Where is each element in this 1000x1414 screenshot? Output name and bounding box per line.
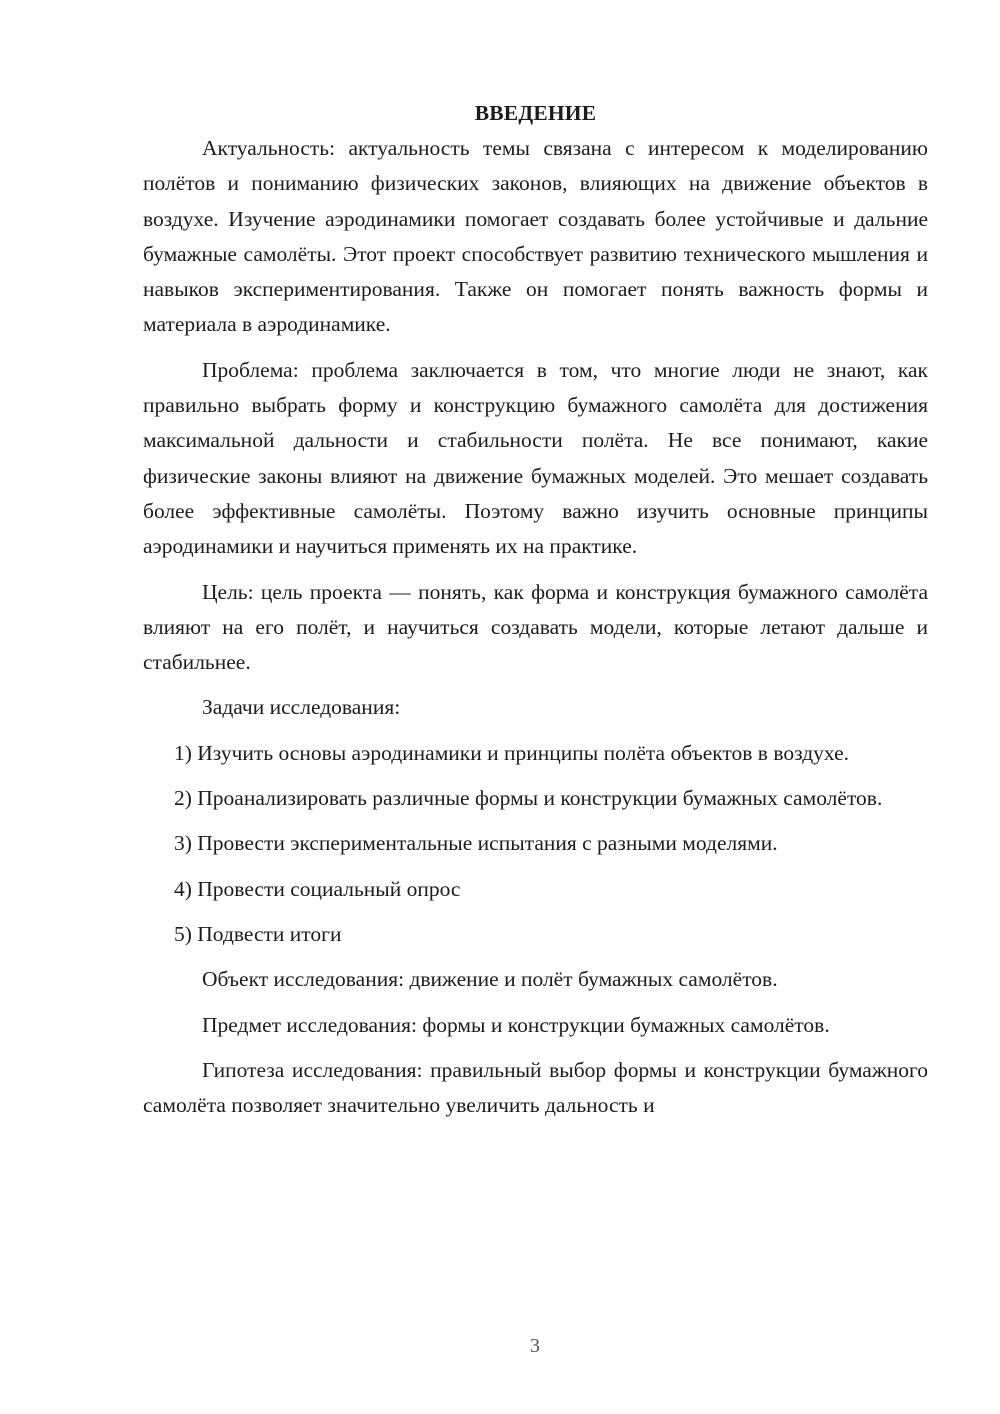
page-content	[143, 96, 928, 1123]
paragraph-object: Объект исследования: движение и полёт бумажных самолётов.	[202, 967, 778, 992]
task-item-1: 1) Изучить основы аэродинамики и принципы полёта объектов в воздухе.	[174, 740, 850, 765]
section-title: ВВЕДЕНИЕ	[474, 101, 597, 125]
paragraph-tasks-heading: Задачи исследования:	[202, 695, 401, 720]
paragraph-goal: Цель: цель проекта — понять, как форма и конструкция бумажного самолёта влияют на его полёт, и научиться создавать модели, которые летают дальше и стабильнее.	[143, 579, 928, 675]
paragraph-relevance: Актуальность: актуальность темы связана с интересом к моделированию полётов и пониманию физических законов, влияющих на движение объектов в воздухе. Изучение аэродинамики помогает создавать более устойчивые и дальние бумажные самолёты. Этот проект способствует развитию технического мышления и навыков экспериментирования. Также он помогает понять важность формы и материала в аэродинамике.	[143, 136, 928, 337]
page-number: 3	[530, 1335, 540, 1357]
paragraph-hypothesis: Гипотеза исследования: правильный выбор формы и конструкции бумажного самолёта позволяет значительно увеличить дальность и	[143, 1057, 928, 1118]
task-item-5: 5) Подвести итоги	[174, 921, 342, 946]
paragraph-subject: Предмет исследования: формы и конструкции бумажных самолётов.	[202, 1012, 830, 1037]
task-item-4: 4) Провести социальный опрос	[174, 876, 461, 901]
task-item-3: 3) Провести экспериментальные испытания с разными моделями.	[174, 831, 778, 856]
paragraph-problem: Проблема: проблема заключается в том, что многие люди не знают, как правильно выбрать форму и конструкцию бумажного самолёта для достижения максимальной дальности и стабильности полёта. Не все понимают, какие физические законы влияют на движение бумажных моделей. Это мешает создавать более эффективные самолёты. Поэтому важно изучить основные принципы аэродинамики и научиться применять их на практике.	[143, 357, 928, 559]
task-item-2: 2) Проанализировать различные формы и конструкции бумажных самолётов.	[174, 786, 883, 811]
